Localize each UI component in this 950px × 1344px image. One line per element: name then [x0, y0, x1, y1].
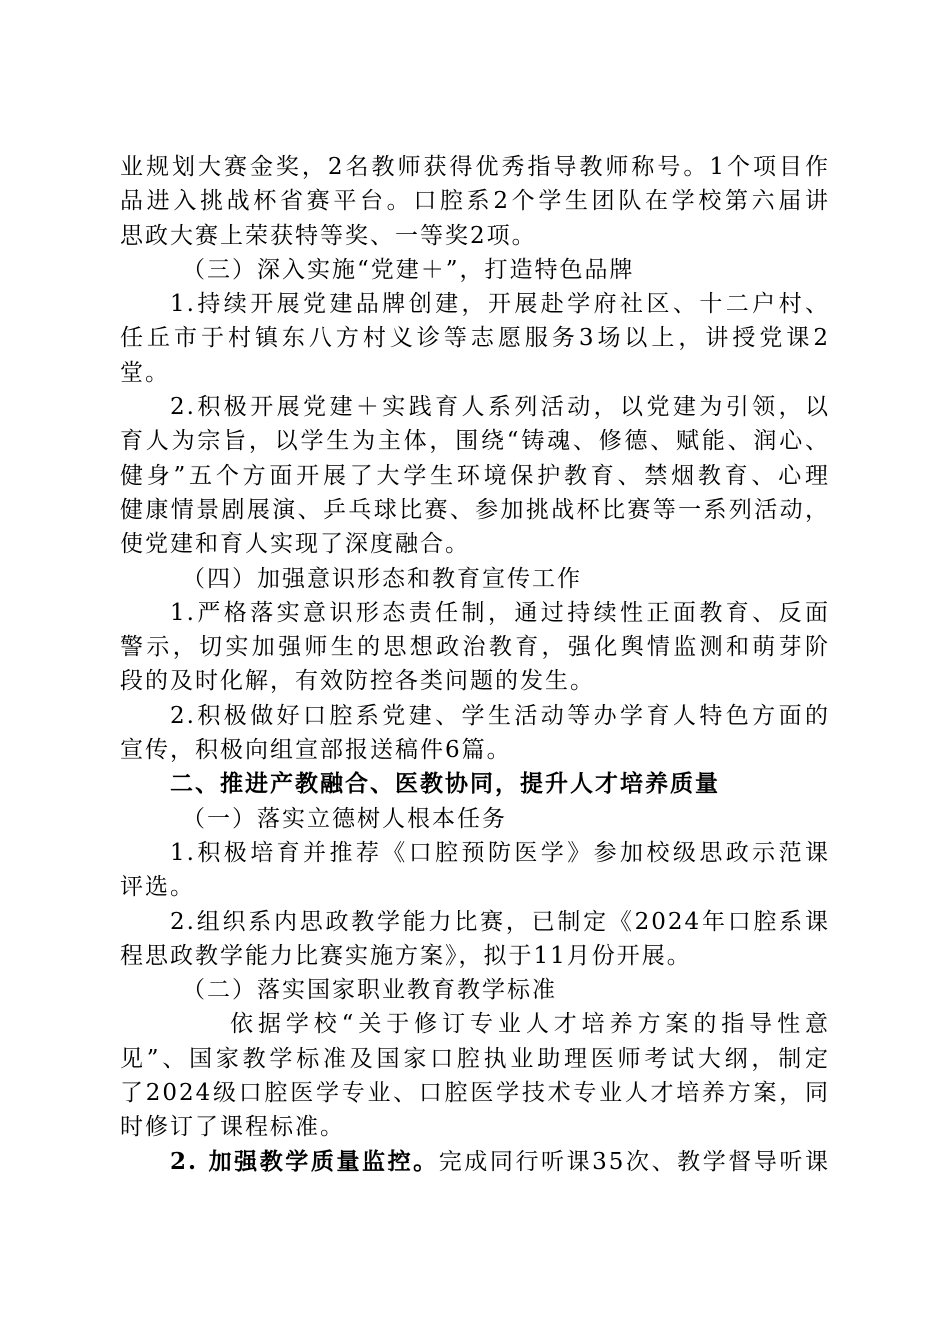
- chapter-heading: 二、推进产教融合、医教协同，提升人才培养质量: [170, 770, 720, 798]
- body-line: 育人为宗旨，以学生为主体，围绕“铸魂、修德、赋能、润心、: [120, 428, 830, 455]
- body-line: 思政大赛上荣获特等奖、一等奖2项。: [120, 222, 537, 249]
- body-line: 段的及时化解，有效防控各类问题的发生。: [120, 668, 595, 695]
- section-heading: （四）加强意识形态和教育宣传工作: [182, 565, 582, 592]
- body-line: 1.持续开展党建品牌创建，开展赴学府社区、十二户村、: [170, 291, 830, 318]
- body-line: 警示，切实加强师生的思想政治教育，强化舆情监测和萌芽阶: [120, 634, 830, 661]
- body-line: 2.组织系内思政教学能力比赛，已制定《2024年口腔系课: [170, 908, 830, 935]
- body-line: 任丘市于村镇东八方村义诊等志愿服务3场以上，讲授党课2: [120, 325, 830, 352]
- body-line: 2.积极开展党建＋实践育人系列活动，以党建为引领，以: [170, 394, 830, 421]
- body-line: 时修订了课程标准。: [120, 1114, 345, 1141]
- body-line: 堂。: [120, 359, 170, 386]
- section-heading: （一）落实立德树人根本任务: [182, 805, 507, 832]
- body-line: 1.严格落实意识形态责任制，通过持续性正面教育、反面: [170, 599, 830, 626]
- body-line: 使党建和育人实现了深度融合。: [120, 531, 470, 558]
- body-line: 见”、国家教学标准及国家口腔执业助理医师考试大纲，制定: [120, 1045, 830, 1072]
- body-line: 了2024级口腔医学专业、口腔医学技术专业人才培养方案，同: [120, 1080, 830, 1107]
- body-line: 1.积极培育并推荐《口腔预防医学》参加校级思政示范课: [170, 839, 830, 866]
- inline-bold-lead: 2. 加强教学质量监控。: [170, 1147, 439, 1175]
- body-line: 品进入挑战杯省赛平台。口腔系2个学生团队在学校第六届讲: [120, 188, 830, 215]
- section-heading: （三）深入实施“党建＋”，打造特色品牌: [182, 256, 635, 283]
- body-line: 程思政教学能力比赛实施方案》，拟于11月份开展。: [120, 942, 692, 969]
- body-line: 依据学校“关于修订专业人才培养方案的指导性意: [230, 1011, 830, 1038]
- body-line: 2.积极做好口腔系党建、学生活动等办学育人特色方面的: [170, 702, 830, 729]
- body-line: 健康情景剧展演、乒乓球比赛、参加挑战杯比赛等一系列活动，: [120, 496, 830, 523]
- inline-rest: 完成同行听课35次、教学督导听课: [438, 1148, 830, 1175]
- body-line: 健身”五个方面开展了大学生环境保护教育、禁烟教育、心理: [120, 462, 830, 489]
- section-heading: （二）落实国家职业教育教学标准: [182, 977, 557, 1004]
- body-line: 评选。: [120, 874, 195, 901]
- body-line: 宣传，积极向组宣部报送稿件6篇。: [120, 737, 512, 764]
- body-line: 业规划大赛金奖，2名教师获得优秀指导教师称号。1个项目作: [120, 154, 830, 180]
- body-line-last: [120, 1145, 830, 1179]
